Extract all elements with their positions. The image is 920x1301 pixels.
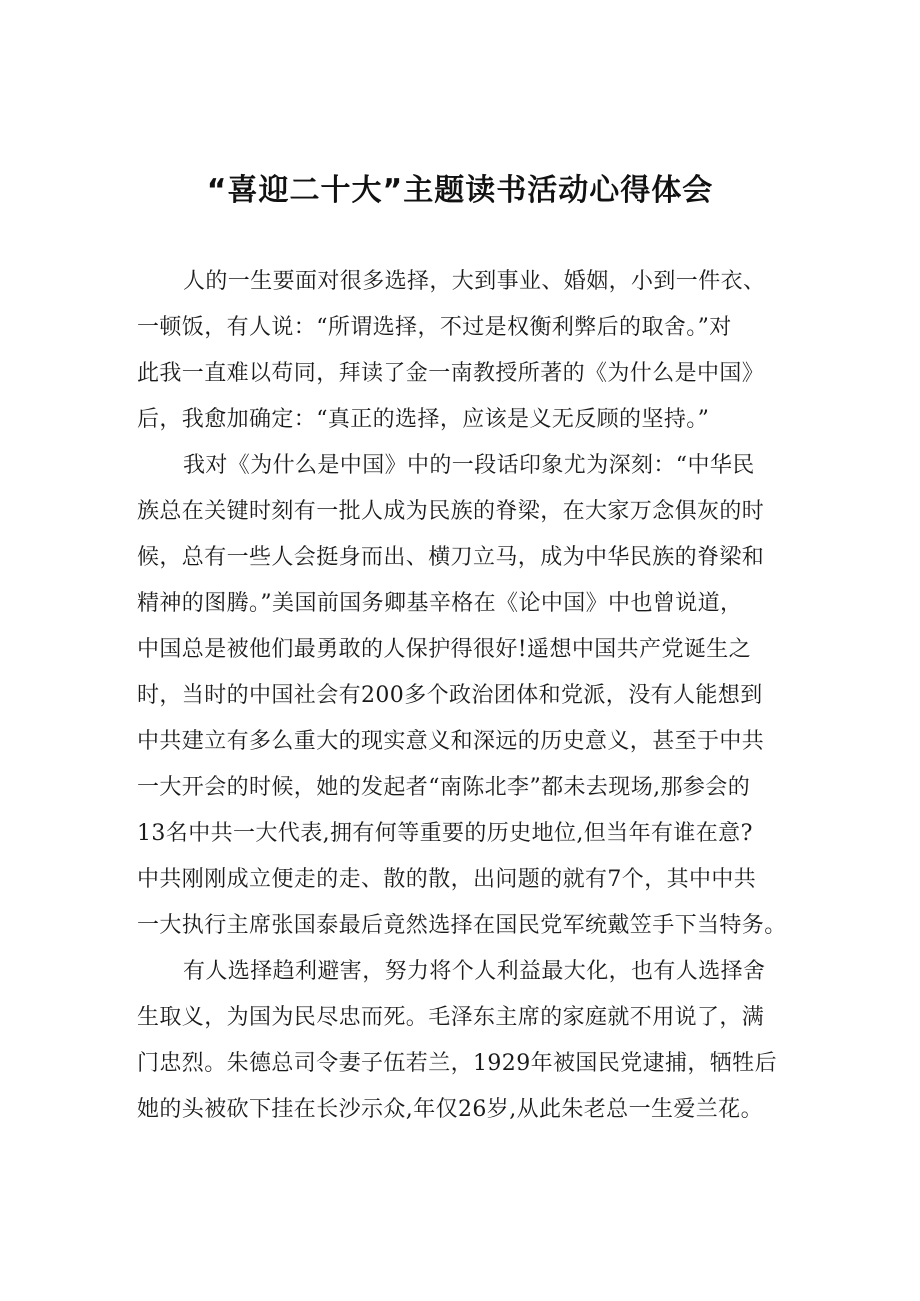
body-text-line: 中共刚刚成立便走的走、散的散，出问题的就有7个，其中中共	[137, 867, 757, 892]
body-text-line: 精神的图腾。”美国前国务卿基辛格在《论中国》中也曾说道，	[137, 591, 743, 616]
body-text-line: 中共建立有多么重大的现实意义和深远的历史意义，甚至于中共	[137, 729, 765, 754]
document-body	[137, 264, 797, 1138]
body-text-line: 此我一直难以苟同，拜读了金一南教授所著的《为什么是中国》	[137, 361, 765, 386]
body-text-line: 候，总有一些人会挺身而出、横刀立马，成为中华民族的脊梁和	[137, 545, 765, 570]
body-text-line: 她的头被砍下挂在长沙示众,年仅26岁,从此朱老总一生爱兰花。	[137, 1097, 763, 1122]
body-text-line: 我对《为什么是中国》中的一段话印象尤为深刻：“中华民	[183, 453, 755, 478]
body-text-line: 一大开会的时候，她的发起者“南陈北李”都未去现场,那参会的	[137, 775, 751, 800]
body-text-line: 一顿饭，有人说：“所谓选择，不过是权衡利弊后的取舍。”对	[137, 315, 732, 340]
body-text-line: 13名中共一大代表,拥有何等重要的历史地位,但当年有谁在意?	[137, 821, 753, 846]
body-text-line: 时，当时的中国社会有200多个政治团体和党派，没有人能想到	[137, 683, 763, 708]
document-title: “喜迎二十大”主题读书活动心得体会	[206, 173, 714, 208]
body-text-line: 人的一生要面对很多选择，大到事业、婚姻，小到一件衣、	[183, 269, 766, 294]
body-text-line: 一大执行主席张国泰最后竟然选择在国民党军统戴笠手下当特务。	[137, 913, 787, 938]
body-text-line: 生取义，为国为民尽忠而死。毛泽东主席的家庭就不用说了，满	[137, 1005, 765, 1030]
body-text-line: 门忠烈。朱德总司令妻子伍若兰，1929年被国民党逮捕，牺牲后	[137, 1051, 777, 1076]
body-text-line: 族总在关键时刻有一批人成为民族的脊梁，在大家万念俱灰的时	[137, 499, 765, 524]
body-text-line: 有人选择趋利避害，努力将个人利益最大化，也有人选择舍	[183, 959, 766, 984]
body-text-line: 后，我愈加确定：“真正的选择，应该是义无反顾的坚持。”	[137, 407, 710, 432]
body-text-line: 中国总是被他们最勇敢的人保护得很好!遥想中国共产党诞生之	[137, 637, 752, 662]
